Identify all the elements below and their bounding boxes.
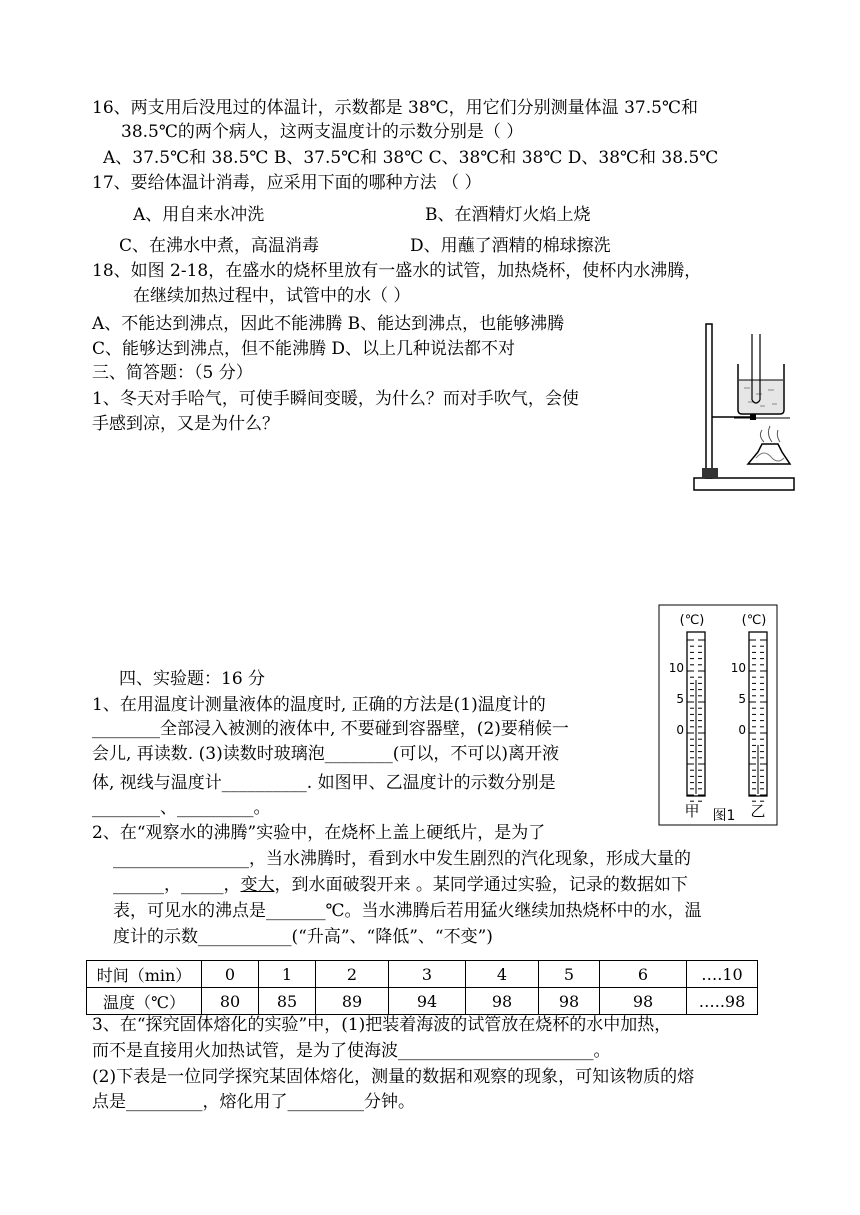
fig1-label-jia: 甲 [684,802,700,820]
table-row-time [87,961,758,988]
sec4-q3-line3: (2)下表是一位同学探究某固体熔化，测量的数据和观察的现象，可知该物质的熔 [92,1067,695,1087]
fig1-tick-5-left: 5 [676,692,684,706]
sec4-q1-line4: 体, 视线与温度计__________. 如图甲、乙温度计的示数分别是 [92,773,556,793]
sec4-q2-line3-c: ，到水面破裂开来 。某同学通过实验，记录的数据如下 [274,875,688,895]
table-cell: 98 [539,988,600,1015]
sec4-q2-line2: ________________，当水沸腾时，看到水中发生剧烈的汽化现象，形成大量的 [113,849,691,869]
fig1-tick-5-right: 5 [738,692,746,706]
sec4-q2-line3-a: ______，_____， [113,875,241,895]
table-header-time: 时间（min） [87,961,202,988]
fig1-tick-0-left: 0 [676,723,684,737]
table-cell: 98 [466,988,539,1015]
table-cell: …..98 [687,988,758,1015]
fig1-tick-0-right: 0 [738,723,746,737]
q17-option-a: A、用自来水冲洗 [133,205,265,225]
fig1-unit-right: (℃) [741,613,767,628]
table-cell: 98 [600,988,687,1015]
section3-title: 三、简答题：（5 分） [92,363,253,383]
sec4-q2-line3 [113,874,688,896]
table-cell: 1 [259,961,316,988]
q18-options-ab: A、不能达到沸点，因此不能沸腾 B、能达到沸点，也能够沸腾 [92,314,565,334]
sec4-q1-line5: ________、_________。 [92,798,271,818]
sec3-q1-line2: 手感到凉，又是为什么？ [92,414,279,434]
fig1-tick-10-left: 10 [668,661,684,675]
sec4-q3-line4: 点是_________，熔化用了_________分钟。 [92,1092,415,1112]
section4-title: 四、实验题：16 分 [119,669,266,689]
sec4-q1-line1: 1、在用温度计测量液体的温度时, 正确的方法是(1)温度计的 [92,695,546,715]
boiling-data-table [86,960,758,1015]
table-cell: 5 [539,961,600,988]
q17-option-d: D、用蘸了酒精的棉球擦洗 [410,236,611,256]
q17-stem: 17、要给体温计消毒，应采用下面的哪种方法 （ ） [92,173,482,193]
q16-line2: 38.5℃的两个病人，这两支温度计的示数分别是（ ） [121,122,524,142]
table-row-temperature [87,988,758,1015]
sec4-q2-line1: 2、在“观察水的沸腾”实验中，在烧杯上盖上硬纸片，是为了 [92,823,546,843]
table-cell: ….10 [687,961,758,988]
table-cell: 0 [202,961,259,988]
fig1-label-yi: 乙 [750,802,766,820]
thermometer-figure-1 [658,604,778,826]
sec4-q2-underlined-word: 变大 [240,875,275,895]
fig1-unit-left: (℃) [679,613,705,628]
table-cell: 2 [316,961,389,988]
fig1-caption: 图1 [712,808,736,824]
sec4-q3-line1: 3、在“探究固体熔化的实验”中，(1)把装着海波的试管放在烧杯的水中加热， [92,1015,672,1035]
table-header-temperature: 温度（℃） [87,988,202,1015]
table-cell: 4 [466,961,539,988]
table-cell: 85 [259,988,316,1015]
q18-options-cd: C、能够达到沸点，但不能沸腾 D、以上几种说法都不对 [92,339,516,359]
sec4-q2-line4: 表，可见水的沸点是_______℃。当水沸腾后若用猛火继续加热烧杯中的水，温 [113,901,702,921]
table-cell: 80 [202,988,259,1015]
fig1-tick-10-right: 10 [730,661,746,675]
q16-line1: 16、两支用后没甩过的体温计，示数都是 38℃，用它们分别测量体温 37.5℃和 [92,98,698,118]
sec4-q1-line2: ________全部浸入被测的液体中, 不要碰到容器壁，(2)要稍候一 [92,719,569,739]
q18-line1: 18、如图 2-18，在盛水的烧杯里放有一盛水的试管，加热烧杯，使杯内水沸腾， [92,261,702,281]
sec3-q1-line1: 1、冬天对手哈气，可使手瞬间变暖，为什么？而对手吹气，会使 [92,389,579,409]
q17-option-c: C、在沸水中煮，高温消毒 [119,236,320,256]
boiling-apparatus-figure [690,318,800,493]
q17-option-b: B、在酒精灯火焰上烧 [425,205,591,225]
q16-options: A、37.5℃和 38.5℃ B、37.5℃和 38℃ C、38℃和 38℃ D、38℃和 38.5℃ [103,148,719,168]
sec4-q2-line5: 度计的示数___________(“升高”、“降低”、“不变”) [113,927,493,947]
sec4-q1-line3: 会儿, 再读数. (3)读数时玻璃泡________(可以，不可以)离开液 [92,744,559,764]
table-cell: 6 [600,961,687,988]
table-cell: 3 [389,961,466,988]
q18-line2: 在继续加热过程中，试管中的水（ ） [133,286,411,306]
sec4-q3-line2: 而不是直接用火加热试管，是为了使海波_______________________。 [92,1041,611,1061]
table-cell: 94 [389,988,466,1015]
table-cell: 89 [316,988,389,1015]
